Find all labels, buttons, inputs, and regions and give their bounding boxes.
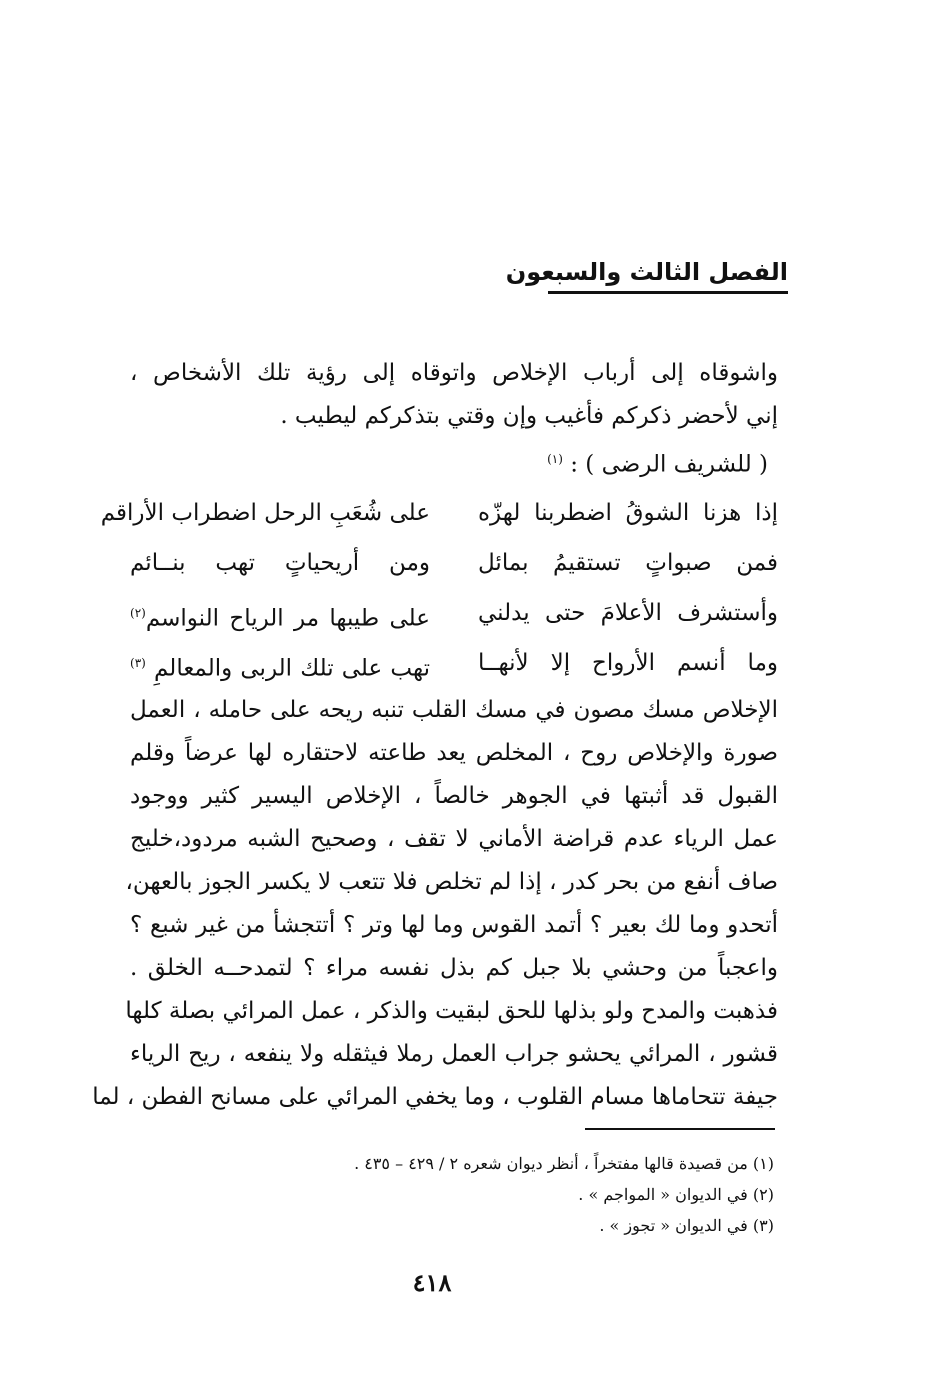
footnote-divider — [585, 1128, 775, 1130]
body-line: صاف أنفع من بحر كدر ، إذا لم تخلص فلا تتعب لا يكسر الجوز بالعهن، — [125, 869, 778, 895]
chapter-title: الفصل الثالث والسبعون — [548, 255, 788, 294]
footnotes — [214, 1148, 774, 1241]
intro-line: واشوقاه إلى أرباب الإخلاص واتوقاه إلى رؤية تلك الأشخاص ، — [130, 360, 778, 386]
body-line: الإخلاص مسك مصون في مسك القلب تنبه ريحه على حامله ، العمل — [130, 697, 778, 723]
verse-second-half: ومن أريحياتٍ تهب بنــائم — [130, 550, 430, 576]
intro-line: إني لأحضر ذكركم فأغيب وإن وقتي بتذكركم ليطيب . — [280, 403, 778, 429]
poem-verse — [100, 488, 778, 538]
body-line: قشور ، المرائي يحشو جراب العمل رملا فيثقله ولا ينفعه ، ريح الرياء — [130, 1041, 778, 1067]
attribution-text: ( للشريف الرضى ) : — [570, 451, 768, 478]
footnote: (٢) في الديوان « المواجم » . — [578, 1185, 774, 1204]
body-paragraph — [92, 688, 778, 1118]
verse-second-half: على شُعَبِ الرحل اضطراب الأراقم — [100, 500, 430, 526]
body-line: صورة والإخلاص روح ، المخلص يعد طاعته لاحتقاره لها عرضاً وقلم — [130, 740, 778, 766]
poem-verse — [130, 538, 778, 588]
poet-attribution — [130, 438, 778, 481]
poem-verse — [130, 638, 778, 688]
poem — [100, 488, 778, 688]
body-line: فذهبت والمدح ولو بذلها للحق لبقيت والذكر ، عمل المرائي بصلة كلها — [125, 998, 778, 1024]
intro-paragraph — [130, 352, 778, 481]
page-number: ٤١٨ — [412, 1268, 452, 1297]
body-line: أتحدو وما لك بعير ؟ أتمد القوس وما لها وتر ؟ أتتجشأ من غير شبع ؟ — [130, 912, 778, 938]
verse-first-half: وما أنسم الأرواح إلا لأنهــا — [478, 650, 778, 676]
footnote: (٣) في الديوان « تجوز » . — [599, 1216, 774, 1235]
body-line: القبول قد أثبتها في الجوهر خالصاً ، الإخلاص اليسير كثير ووجود — [130, 783, 778, 809]
verse-text: على طيبها مر الرياح النواسم — [145, 605, 430, 632]
body-line: جيفة تتحاماها مسام القلوب ، وما يخفي المرائي على مسانح الفطن ، لما — [92, 1084, 778, 1110]
footnote-marker: (٢) — [130, 606, 146, 620]
verse-first-half: إذا هزنا الشوقُ اضطربنا لهزّه — [478, 500, 778, 526]
footnote-marker: (١) — [547, 452, 563, 466]
verse-second-half — [130, 638, 430, 688]
poem-verse — [130, 588, 778, 638]
verse-first-half: فمن صبواتٍ تستقيمُ بمائل — [478, 550, 778, 576]
footnote: (١) من قصيدة قالها مفتخراً ، أنظر ديوان شعره ٢ / ٤٢٩ – ٤٣٥ . — [354, 1154, 774, 1173]
footnote-marker: (٣) — [130, 656, 146, 670]
verse-second-half — [130, 588, 430, 638]
verse-text: تهب على تلك الربى والمعالمِ — [154, 655, 431, 682]
body-line: عمل الرياء عدم قراضة الأماني لا تقف ، وصحيح الشبه مردود،خليج — [130, 826, 778, 852]
body-line: واعجباً من وحشي بلا جبل كم بذل نفسه مراء ؟ لتمدحــه الخلق . — [130, 955, 778, 981]
verse-first-half: وأستشرف الأعلامَ حتى يدلني — [478, 600, 778, 626]
